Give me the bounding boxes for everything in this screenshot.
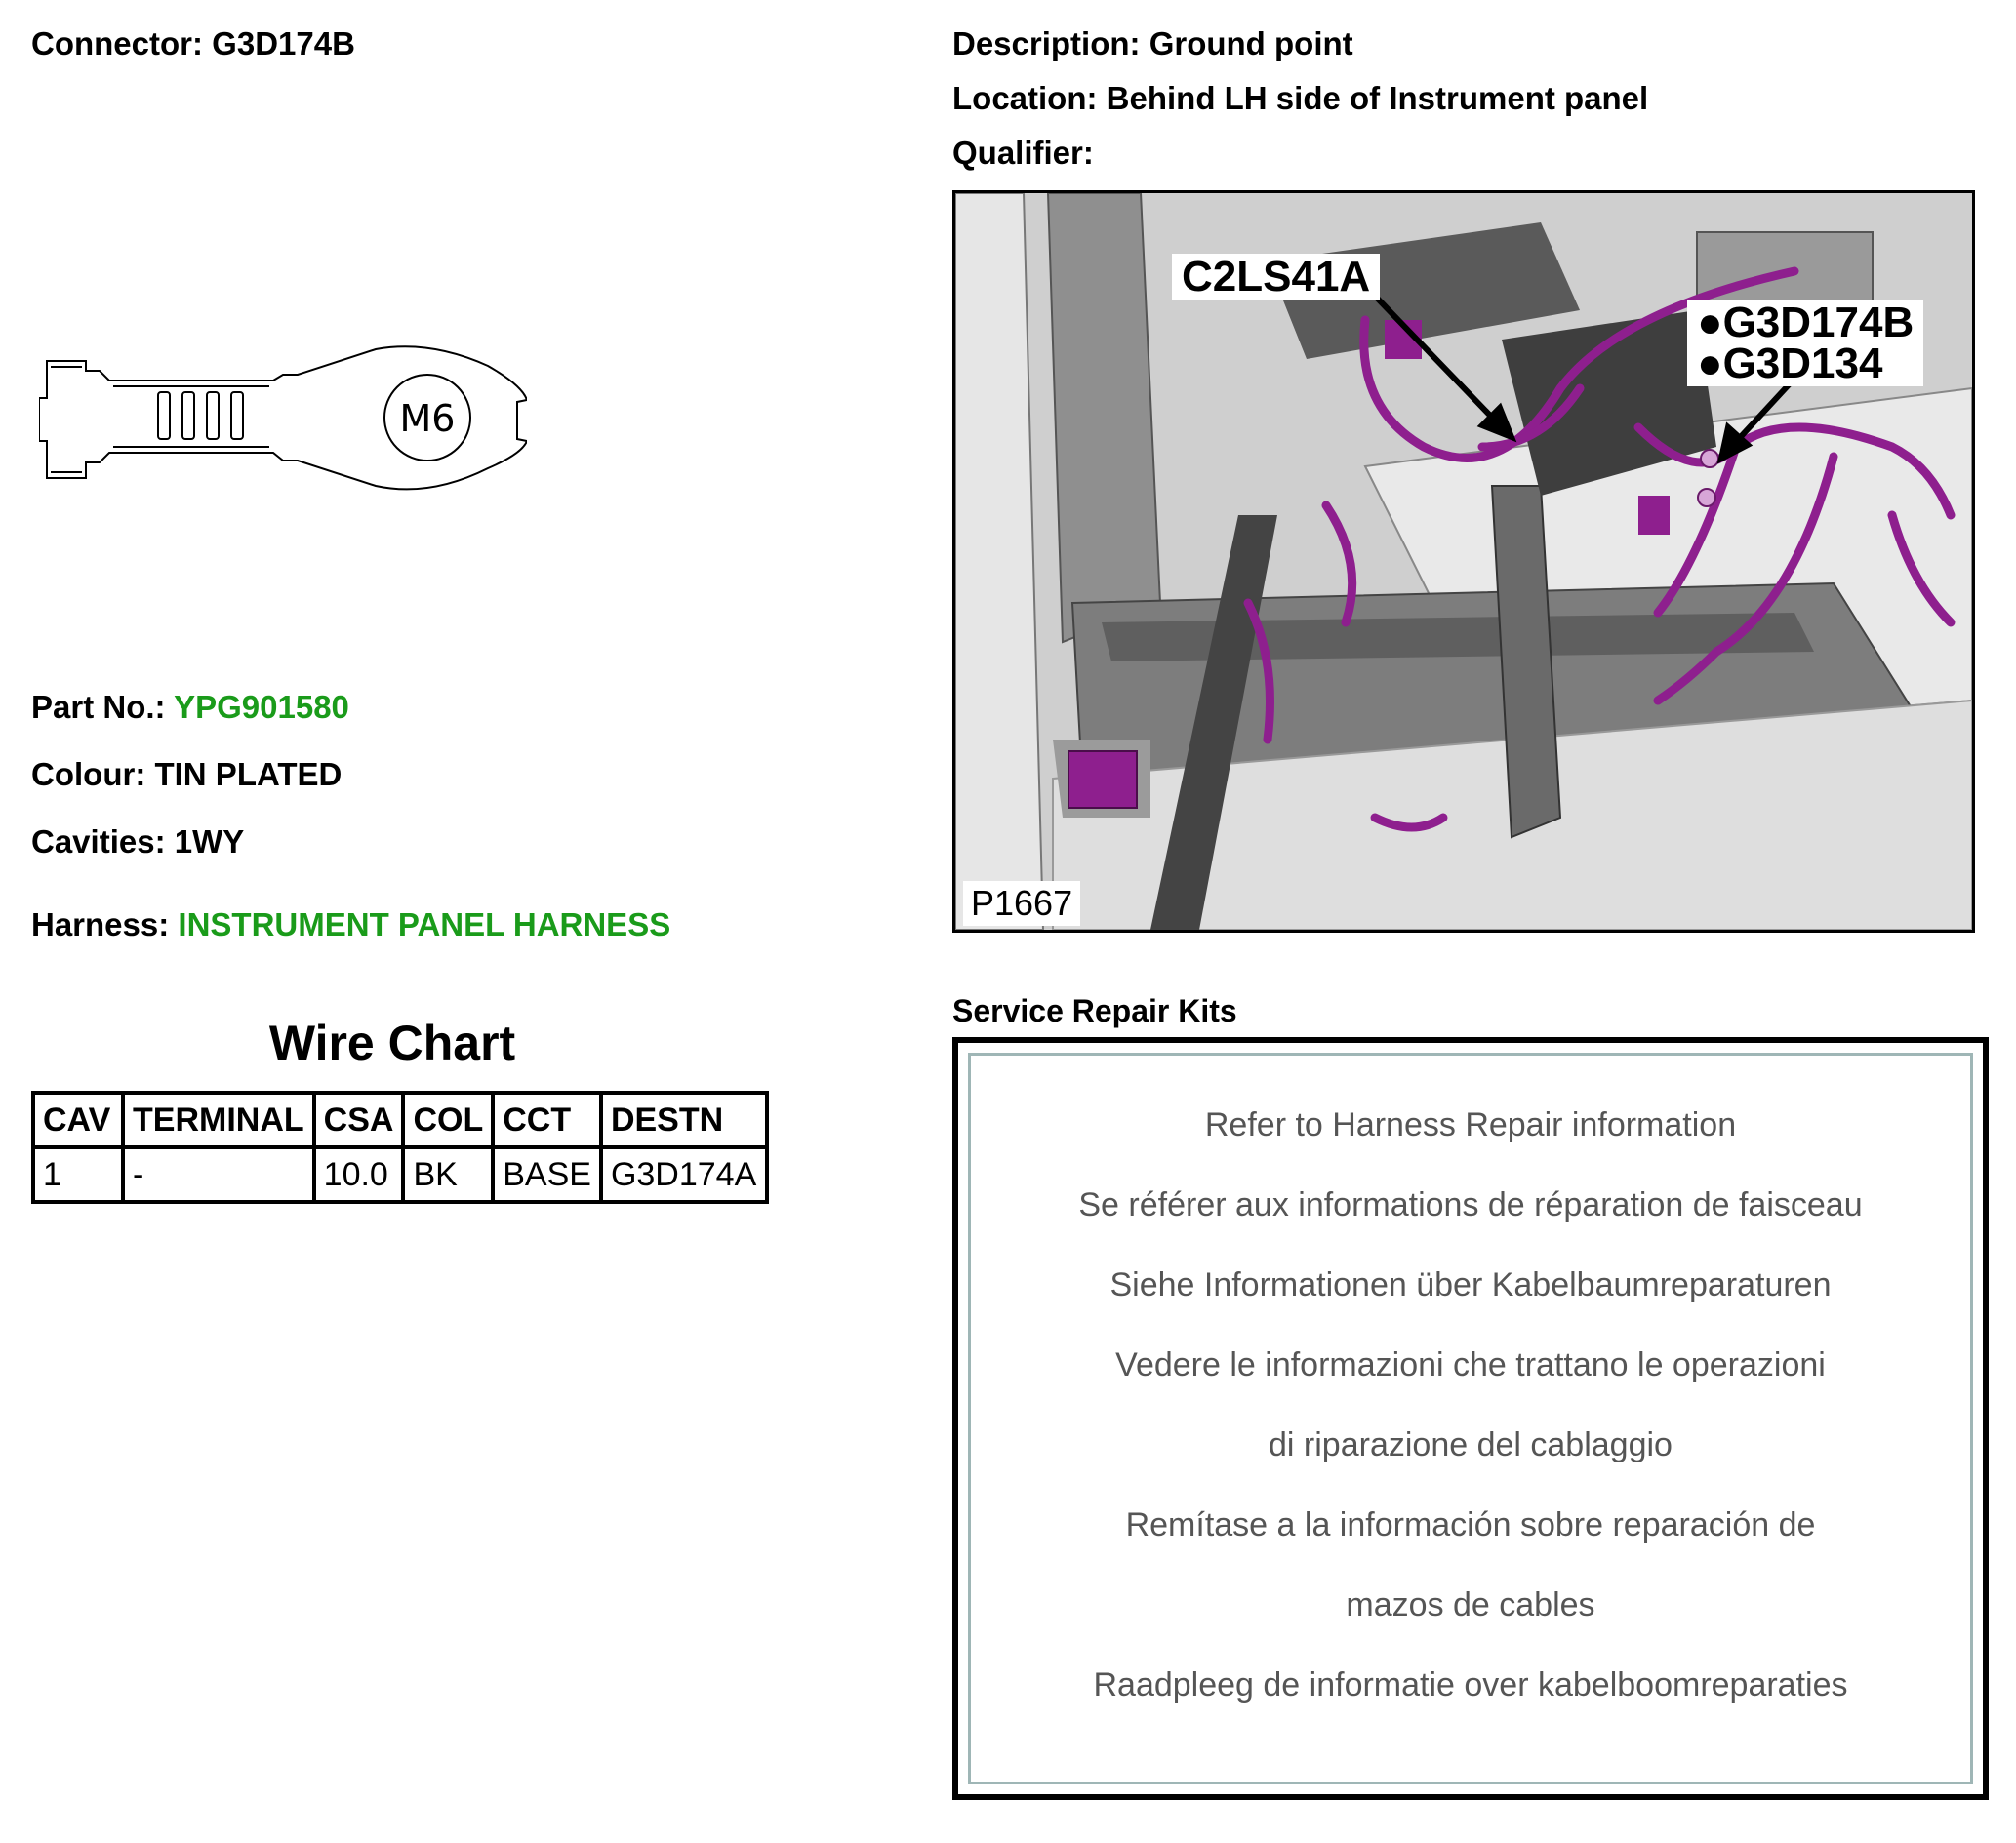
- part-no-field: [31, 689, 349, 726]
- service-repair-kits-title: Service Repair Kits: [952, 993, 1237, 1028]
- harness-field: [31, 906, 670, 943]
- callout-c2ls41a: C2LS41A: [1172, 254, 1380, 300]
- ring-terminal-drawing: [39, 332, 527, 507]
- cavities-label: Cavities:: [31, 823, 166, 860]
- table-row: [33, 1147, 767, 1202]
- cell-terminal: -: [123, 1147, 314, 1202]
- location-field: [952, 80, 1648, 117]
- wire-chart-table: [31, 1091, 769, 1204]
- colour-value: TIN PLATED: [154, 756, 343, 792]
- location-value: Behind LH side of Instrument panel: [1106, 80, 1649, 116]
- connector-value: G3D174B: [212, 25, 355, 61]
- harness-label: Harness:: [31, 906, 170, 942]
- callout-g3d174b-text: ●G3D174B: [1697, 299, 1915, 346]
- header-cct: CCT: [493, 1093, 601, 1147]
- kit-line-it-2: di riparazione del cablaggio: [1269, 1426, 1673, 1463]
- header-csa: CSA: [314, 1093, 404, 1147]
- kit-line-en: Refer to Harness Repair information: [1204, 1106, 1737, 1143]
- location-label: Location:: [952, 80, 1098, 116]
- service-repair-kits-box: [952, 1037, 1989, 1800]
- callout-g3d134-text: ●G3D134: [1697, 340, 1883, 387]
- service-repair-kits-panel: [968, 1053, 1973, 1784]
- kit-line-es-2: mazos de cables: [1346, 1586, 1595, 1623]
- photo-reference: P1667: [963, 881, 1080, 926]
- wire-chart-title: Wire Chart: [268, 1016, 516, 1070]
- kit-line-nl: Raadpleeg de informatie over kabelboomreparaties: [1093, 1666, 1848, 1703]
- harness-link[interactable]: INSTRUMENT PANEL HARNESS: [178, 906, 671, 942]
- kit-line-es-1: Remítase a la información sobre reparación de: [1125, 1506, 1816, 1543]
- colour-field: [31, 756, 342, 793]
- colour-label: Colour:: [31, 756, 146, 792]
- part-no-link[interactable]: YPG901580: [174, 689, 349, 725]
- qualifier-label: Qualifier:: [952, 135, 1094, 171]
- kit-line-de: Siehe Informationen über Kabelbaumreparaturen: [1109, 1266, 1832, 1303]
- cell-csa: 10.0: [314, 1147, 404, 1202]
- part-no-label: Part No.:: [31, 689, 166, 725]
- header-terminal: TERMINAL: [123, 1093, 314, 1147]
- connector-field: [31, 25, 355, 62]
- description-value: Ground point: [1149, 25, 1353, 61]
- connector-label: Connector:: [31, 25, 203, 61]
- cell-cct: BASE: [493, 1147, 601, 1202]
- description-label: Description:: [952, 25, 1141, 61]
- cell-cav: 1: [33, 1147, 123, 1202]
- callout-g3d174b: [1687, 300, 1923, 386]
- wire-chart-header-row: [33, 1093, 767, 1147]
- kit-line-fr: Se référer aux informations de réparation de faisceau: [1078, 1186, 1863, 1223]
- cavities-field: [31, 823, 244, 861]
- cavities-value: 1WY: [174, 823, 245, 860]
- location-photo: [952, 190, 1975, 933]
- kit-line-it-1: Vedere le informazioni che trattano le operazioni: [1115, 1346, 1826, 1383]
- cell-destn: G3D174A: [601, 1147, 767, 1202]
- header-col: COL: [403, 1093, 493, 1147]
- cell-col: BK: [403, 1147, 493, 1202]
- header-destn: DESTN: [601, 1093, 767, 1147]
- description-field: [952, 25, 1353, 62]
- qualifier-field: [952, 135, 1094, 172]
- header-cav: CAV: [33, 1093, 123, 1147]
- terminal-size-marking: M6: [399, 397, 456, 440]
